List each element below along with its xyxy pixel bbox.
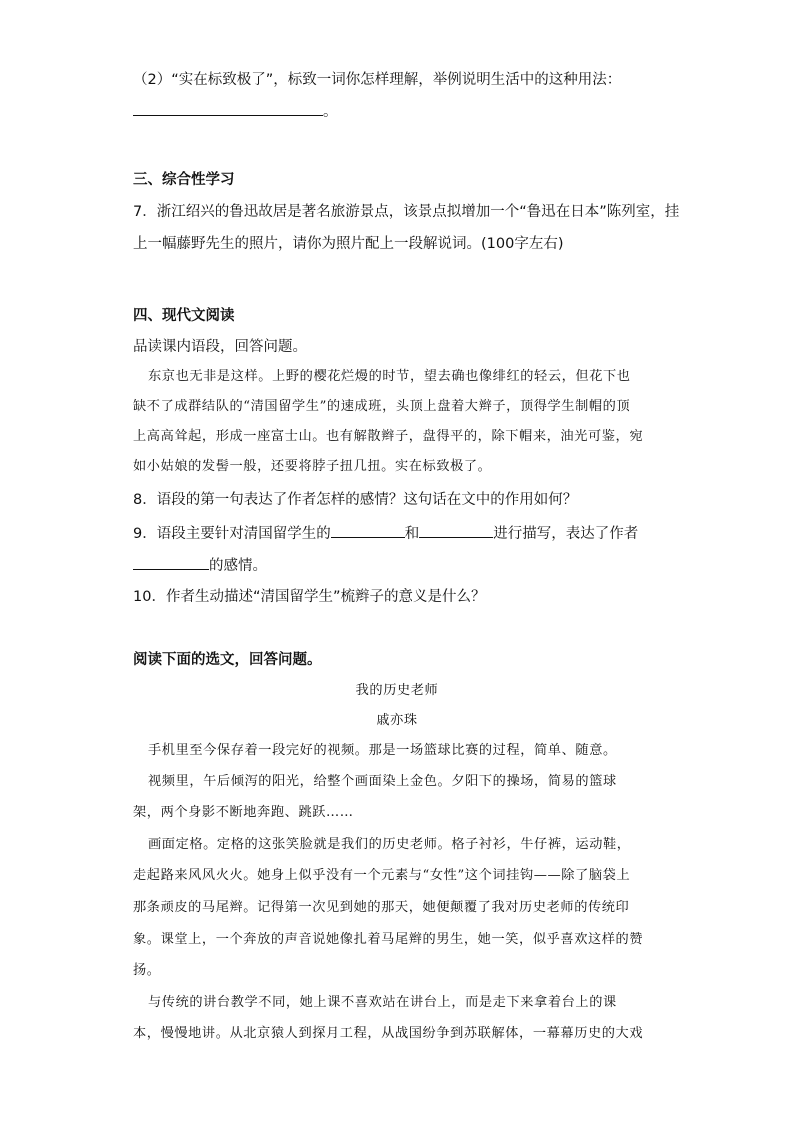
article-line: 视频里，午后倾泻的阳光，给整个画面染上金色。夕阳下的操场，简易的篮球 (148, 774, 617, 789)
answer-blank (133, 100, 323, 116)
article-line: 架，两个身影不断地奔跑、跳跃…… (133, 805, 354, 820)
question-7-line-2: 上一幅藤野先生的照片，请你为照片配上一段解说词。(100字左右) (133, 236, 564, 252)
article-line: 走起路来风风火火。她身上似乎没有一个元素与“女性”这个词挂钩——除了脑袋上 (133, 868, 631, 883)
passage-1-line: 缺不了成群结队的“清国留学生”的速成班，头顶上盘着大辫子，顶得学生制帽的顶 (133, 399, 631, 414)
article-title: 我的历史老师 (355, 683, 439, 698)
answer-line-6-2: 。 (133, 100, 338, 122)
question-6-2: （2）“实在标致极了”，标致一词你怎样理解，举例说明生活中的这种用法： (133, 72, 622, 88)
answer-blank (419, 522, 493, 538)
question-10: 10．作者生动描述“清国留学生”梳辫子的意义是什么？ (133, 589, 486, 605)
article-line: 与传统的讲台教学不同，她上课不喜欢站在讲台上，而是走下来拿着台上的课 (148, 995, 617, 1010)
article-line: 画面定格。定格的这张笑脸就是我们的历史老师。格子衬衫，牛仔裤，运动鞋， (148, 837, 631, 852)
question-9-line-2: 的感情。 (133, 554, 267, 576)
passage-1-line: 如小姑娘的发髻一般，还要将脖子扭几扭。实在标致极了。 (133, 459, 492, 474)
article-author: 戚亦珠 (376, 713, 418, 728)
question-8: 8．语段的第一句表达了作者怎样的感情？这句话在文中的作用如何？ (133, 492, 578, 508)
section-4-title: 四、现代文阅读 (133, 308, 235, 324)
answer-blank (331, 522, 405, 538)
article-line: 扬。 (133, 963, 161, 978)
question-9-line-1: 9．语段主要针对清国留学生的 和 进行描写，表达了作者 (133, 522, 638, 544)
article-line: 本，慢慢地讲。从北京猿人到探月工程，从战国纷争到苏联解体，一幕幕历史的大戏 (133, 1026, 644, 1041)
section-3-title: 三、综合性学习 (133, 172, 235, 188)
article-line: 手机里至今保存着一段完好的视频。那是一场篮球比赛的过程，简单、随意。 (148, 743, 617, 758)
passage-1-line: 上高高耸起，形成一座富士山。也有解散辫子，盘得平的，除下帽来，油光可鉴，宛 (133, 429, 644, 444)
reading-intro-2: 阅读下面的选文，回答问题。 (133, 652, 322, 668)
question-7-line-1: 7．浙江绍兴的鲁迅故居是著名旅游景点，该景点拟增加一个“鲁迅在日本”陈列室，挂 (133, 204, 680, 220)
answer-blank (133, 554, 209, 570)
article-line: 那条顽皮的马尾辫。记得第一次见到她的那天，她便颠覆了我对历史老师的传统印 (133, 900, 630, 915)
article-line: 象。课堂上，一个奔放的声音说她像扎着马尾辫的男生，她一笑，似乎喜欢这样的赞 (133, 932, 644, 947)
passage-1-line: 东京也无非是这样。上野的樱花烂熳的时节，望去确也像绯红的轻云，但花下也 (148, 369, 631, 384)
reading-intro-1: 品读课内语段，回答问题。 (133, 339, 307, 355)
